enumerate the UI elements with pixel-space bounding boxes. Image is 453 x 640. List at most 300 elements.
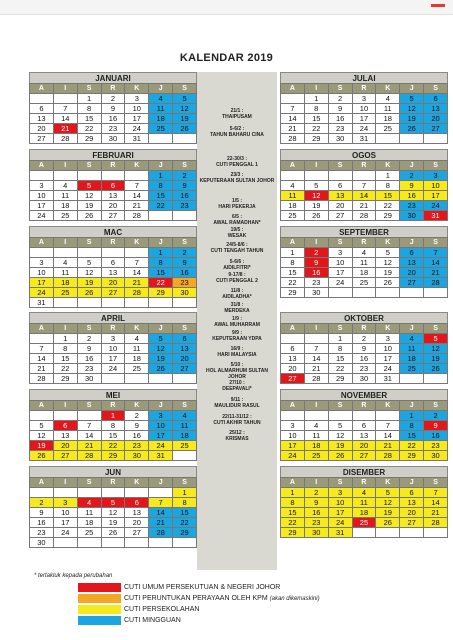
day-cell: 6	[53, 421, 77, 431]
day-cell: 24	[30, 288, 54, 298]
day-cell	[101, 171, 125, 181]
weekday-header: S	[328, 401, 352, 411]
day-cell: 15	[376, 191, 400, 201]
day-cell: 8	[328, 344, 352, 354]
day-cell: 12	[400, 104, 424, 114]
day-cell: 1	[281, 248, 305, 258]
day-cell: 30	[328, 134, 352, 144]
day-cell: 18	[281, 201, 305, 211]
month-mac	[29, 226, 197, 308]
day-cell: 30	[424, 451, 448, 461]
day-cell: 22	[173, 518, 197, 528]
day-cell: 7	[125, 258, 149, 268]
holiday-date: 9/9 :	[231, 330, 242, 336]
day-cell: 1	[77, 94, 101, 104]
day-cell	[149, 211, 173, 221]
day-cell: 7	[125, 181, 149, 191]
day-cell	[101, 374, 125, 384]
day-cell: 20	[400, 268, 424, 278]
day-cell: 18	[53, 201, 77, 211]
day-cell: 4	[149, 94, 173, 104]
legend-label: CUTI PERUNTUKAN PERAYAAN OLEH KPM (akan dikemaskini)	[124, 595, 320, 602]
day-cell: 25	[376, 124, 400, 134]
day-cell: 20	[173, 354, 197, 364]
day-cell: 9	[173, 258, 197, 268]
holiday-name: AWAL RAMADHAN*	[213, 220, 261, 226]
day-cell: 21	[424, 508, 448, 518]
legend-swatch	[78, 594, 121, 603]
day-cell	[77, 538, 101, 548]
day-cell: 25	[53, 211, 77, 221]
day-cell: 6	[328, 181, 352, 191]
weekday-header: I	[304, 161, 328, 171]
month-julai	[280, 72, 448, 144]
holiday-entry	[197, 397, 277, 409]
day-cell	[173, 211, 197, 221]
weekday-header: K	[125, 238, 149, 248]
day-cell: 4	[376, 94, 400, 104]
day-cell: 19	[376, 268, 400, 278]
holiday-date: 31/8 :	[230, 302, 244, 308]
weekday-header: A	[281, 238, 305, 248]
day-cell: 8	[376, 181, 400, 191]
weekday-header: I	[53, 161, 77, 171]
weekday-header: I	[304, 324, 328, 334]
day-cell: 9	[30, 508, 54, 518]
holiday-date: 1/9 :	[231, 316, 242, 322]
day-cell: 4	[53, 258, 77, 268]
day-cell: 21	[352, 201, 376, 211]
day-cell: 22	[149, 201, 173, 211]
day-cell: 17	[30, 201, 54, 211]
day-cell: 31	[376, 374, 400, 384]
day-cell: 25	[281, 211, 305, 221]
page-title: KALENDAR 2019	[179, 52, 274, 64]
weekday-header: S	[173, 238, 197, 248]
day-cell: 2	[328, 94, 352, 104]
day-cell: 26	[77, 211, 101, 221]
month-name: NOVEMBER	[280, 389, 448, 400]
day-cell: 27	[30, 134, 54, 144]
day-cell	[173, 298, 197, 308]
day-cell: 1	[173, 488, 197, 498]
day-cell: 4	[53, 181, 77, 191]
day-cell: 18	[53, 278, 77, 288]
holiday-list	[197, 72, 277, 570]
day-cell: 3	[328, 488, 352, 498]
day-cell: 15	[173, 508, 197, 518]
holiday-date: 24/5-8/6 :	[226, 242, 248, 248]
day-cell: 2	[101, 94, 125, 104]
day-cell: 31	[352, 134, 376, 144]
day-cell: 4	[352, 248, 376, 258]
weekday-header: A	[30, 324, 54, 334]
month-table	[280, 477, 448, 538]
weekday-header: S	[77, 84, 101, 94]
day-cell: 8	[101, 421, 125, 431]
month-table	[29, 323, 197, 384]
day-cell: 18	[352, 268, 376, 278]
weekday-header: S	[424, 84, 448, 94]
day-cell: 16	[77, 354, 101, 364]
day-cell	[400, 528, 424, 538]
weekday-header: I	[304, 401, 328, 411]
day-cell: 11	[53, 191, 77, 201]
day-cell: 28	[30, 374, 54, 384]
holiday-entry	[197, 330, 277, 342]
weekday-header: I	[53, 401, 77, 411]
day-cell: 13	[125, 508, 149, 518]
weekday-header: S	[77, 478, 101, 488]
month-name: MEI	[29, 389, 197, 400]
day-cell: 8	[281, 258, 305, 268]
day-cell	[53, 171, 77, 181]
day-cell	[30, 248, 54, 258]
weekday-header: S	[328, 324, 352, 334]
month-name: OKTOBER	[280, 312, 448, 323]
day-cell: 30	[304, 288, 328, 298]
day-cell: 16	[101, 114, 125, 124]
holiday-name: DEEPAVALI*	[222, 386, 252, 392]
day-cell: 28	[352, 211, 376, 221]
day-cell: 13	[281, 354, 305, 364]
weekday-header: A	[30, 478, 54, 488]
holiday-date: 22/11-31/12 :	[222, 414, 252, 420]
day-cell: 26	[376, 278, 400, 288]
day-cell: 11	[53, 268, 77, 278]
day-cell: 12	[376, 498, 400, 508]
day-cell: 26	[304, 211, 328, 221]
day-cell: 20	[101, 278, 125, 288]
day-cell: 23	[352, 364, 376, 374]
day-cell: 27	[400, 278, 424, 288]
day-cell: 22	[376, 201, 400, 211]
day-cell: 23	[125, 441, 149, 451]
day-cell: 7	[424, 488, 448, 498]
day-cell: 24	[352, 124, 376, 134]
day-cell: 8	[53, 344, 77, 354]
weekday-header: K	[125, 478, 149, 488]
day-cell: 16	[304, 508, 328, 518]
day-cell: 8	[400, 421, 424, 431]
holiday-entry	[197, 414, 277, 426]
day-cell: 19	[30, 441, 54, 451]
day-cell: 30	[173, 288, 197, 298]
weekday-header: R	[352, 238, 376, 248]
holiday-entry	[197, 430, 277, 442]
day-cell: 13	[101, 191, 125, 201]
day-cell: 12	[101, 508, 125, 518]
day-cell	[376, 288, 400, 298]
weekday-header: R	[101, 478, 125, 488]
top-bar	[0, 0, 453, 15]
month-table	[280, 323, 448, 384]
day-cell	[53, 298, 77, 308]
day-cell: 14	[352, 191, 376, 201]
holiday-name: CUTI PENGGAL 2	[216, 278, 258, 284]
weekday-header: K	[376, 84, 400, 94]
day-cell	[149, 134, 173, 144]
day-cell: 22	[101, 441, 125, 451]
day-cell: 8	[304, 104, 328, 114]
day-cell: 18	[149, 114, 173, 124]
day-cell: 9	[173, 181, 197, 191]
day-cell: 27	[352, 451, 376, 461]
day-cell: 10	[53, 508, 77, 518]
day-cell: 29	[328, 374, 352, 384]
weekday-header: A	[281, 324, 305, 334]
day-cell: 10	[424, 181, 448, 191]
day-cell: 22	[281, 518, 305, 528]
month-name: FEBRUARI	[29, 149, 197, 160]
month-disember	[280, 466, 448, 538]
holiday-date: 27/10 :	[229, 380, 245, 386]
menu-dash-icon[interactable]	[431, 4, 445, 7]
day-cell: 10	[328, 498, 352, 508]
day-cell: 26	[149, 364, 173, 374]
day-cell	[77, 411, 101, 421]
day-cell: 23	[328, 124, 352, 134]
day-cell: 28	[125, 288, 149, 298]
weekday-header: J	[149, 238, 173, 248]
holiday-entry	[197, 156, 277, 168]
day-cell: 25	[352, 278, 376, 288]
day-cell: 16	[424, 431, 448, 441]
day-cell: 23	[304, 518, 328, 528]
day-cell: 14	[424, 258, 448, 268]
day-cell: 20	[125, 518, 149, 528]
weekday-header: A	[30, 161, 54, 171]
day-cell: 11	[77, 508, 101, 518]
day-cell: 14	[125, 268, 149, 278]
day-cell: 17	[53, 518, 77, 528]
holiday-name: KEPUTERAAN SULTAN JOHOR	[199, 178, 275, 184]
day-cell: 12	[173, 104, 197, 114]
day-cell: 2	[304, 248, 328, 258]
day-cell: 24	[149, 441, 173, 451]
holiday-entry	[197, 362, 277, 380]
day-cell: 4	[173, 411, 197, 421]
day-cell: 13	[328, 191, 352, 201]
weekday-header: K	[125, 84, 149, 94]
day-cell: 25	[400, 364, 424, 374]
day-cell	[77, 488, 101, 498]
day-cell: 1	[400, 411, 424, 421]
day-cell: 3	[149, 411, 173, 421]
day-cell: 24	[30, 211, 54, 221]
weekday-header: S	[328, 84, 352, 94]
day-cell: 7	[30, 344, 54, 354]
day-cell: 30	[304, 528, 328, 538]
legend-item	[78, 605, 408, 614]
day-cell: 2	[173, 171, 197, 181]
day-cell: 20	[352, 441, 376, 451]
day-cell: 16	[400, 191, 424, 201]
day-cell: 18	[376, 114, 400, 124]
day-cell: 1	[281, 488, 305, 498]
day-cell: 13	[30, 114, 54, 124]
day-cell: 17	[101, 354, 125, 364]
day-cell: 4	[352, 488, 376, 498]
day-cell: 17	[149, 431, 173, 441]
month-table	[280, 400, 448, 461]
day-cell: 22	[53, 364, 77, 374]
day-cell: 17	[376, 354, 400, 364]
day-cell: 15	[400, 431, 424, 441]
weekday-header: J	[400, 161, 424, 171]
holiday-entry	[197, 259, 277, 271]
day-cell: 15	[53, 354, 77, 364]
day-cell: 10	[352, 104, 376, 114]
day-cell: 6	[101, 258, 125, 268]
day-cell: 11	[281, 191, 305, 201]
day-cell: 29	[304, 134, 328, 144]
day-cell	[149, 298, 173, 308]
day-cell: 12	[77, 191, 101, 201]
day-cell: 4	[281, 181, 305, 191]
day-cell	[376, 411, 400, 421]
day-cell: 10	[149, 421, 173, 431]
day-cell: 19	[328, 441, 352, 451]
day-cell: 19	[304, 201, 328, 211]
day-cell: 29	[53, 374, 77, 384]
day-cell	[101, 298, 125, 308]
day-cell: 13	[173, 344, 197, 354]
day-cell	[125, 374, 149, 384]
day-cell: 18	[173, 431, 197, 441]
day-cell	[281, 171, 305, 181]
day-cell	[149, 488, 173, 498]
day-cell: 29	[173, 528, 197, 538]
day-cell: 4	[77, 498, 101, 508]
holiday-name: MERDEKA	[224, 308, 250, 314]
day-cell: 5	[173, 94, 197, 104]
holiday-entry	[197, 172, 277, 184]
holiday-entry	[197, 272, 277, 284]
day-cell: 26	[30, 451, 54, 461]
day-cell	[328, 171, 352, 181]
day-cell: 13	[424, 104, 448, 114]
day-cell: 9	[352, 344, 376, 354]
day-cell	[53, 94, 77, 104]
day-cell: 12	[77, 268, 101, 278]
day-cell	[328, 411, 352, 421]
holiday-date: 9-17/8 :	[228, 272, 246, 278]
day-cell: 9	[125, 421, 149, 431]
day-cell	[173, 374, 197, 384]
day-cell: 21	[53, 124, 77, 134]
day-cell: 19	[376, 508, 400, 518]
holiday-entry	[197, 288, 277, 300]
day-cell: 8	[173, 498, 197, 508]
day-cell: 5	[328, 421, 352, 431]
weekday-header: S	[77, 161, 101, 171]
day-cell: 10	[376, 344, 400, 354]
day-cell: 26	[77, 288, 101, 298]
day-cell: 7	[149, 498, 173, 508]
weekday-header: K	[376, 401, 400, 411]
month-mei	[29, 389, 197, 461]
legend-swatch	[78, 616, 121, 625]
weekday-header: J	[149, 478, 173, 488]
day-cell: 28	[304, 374, 328, 384]
day-cell: 25	[77, 528, 101, 538]
weekday-header: S	[173, 478, 197, 488]
day-cell: 18	[125, 354, 149, 364]
day-cell: 14	[424, 498, 448, 508]
month-september	[280, 226, 448, 298]
day-cell: 23	[304, 278, 328, 288]
day-cell: 18	[77, 518, 101, 528]
day-cell	[173, 451, 197, 461]
holiday-name: HARI MALAYSIA	[217, 352, 257, 358]
day-cell: 10	[281, 431, 305, 441]
day-cell: 28	[424, 278, 448, 288]
day-cell: 19	[101, 518, 125, 528]
day-cell: 30	[101, 134, 125, 144]
day-cell: 24	[328, 518, 352, 528]
holiday-entry	[197, 346, 277, 358]
holiday-entry	[197, 108, 277, 120]
day-cell: 16	[173, 191, 197, 201]
day-cell: 29	[281, 528, 305, 538]
day-cell	[304, 411, 328, 421]
holiday-date: 16/9 :	[230, 346, 244, 352]
day-cell: 21	[424, 268, 448, 278]
day-cell: 27	[400, 518, 424, 528]
weekday-header: I	[53, 324, 77, 334]
day-cell: 26	[400, 124, 424, 134]
day-cell	[400, 134, 424, 144]
weekday-header: K	[125, 161, 149, 171]
day-cell: 13	[400, 258, 424, 268]
day-cell: 1	[53, 334, 77, 344]
day-cell: 2	[77, 334, 101, 344]
weekday-header: J	[400, 238, 424, 248]
day-cell: 8	[149, 181, 173, 191]
weekday-header: R	[101, 324, 125, 334]
day-cell: 29	[77, 134, 101, 144]
day-cell: 3	[281, 421, 305, 431]
day-cell: 11	[400, 344, 424, 354]
day-cell: 29	[101, 451, 125, 461]
day-cell: 26	[173, 124, 197, 134]
day-cell: 1	[304, 94, 328, 104]
day-cell: 21	[149, 518, 173, 528]
day-cell: 19	[173, 114, 197, 124]
day-cell	[352, 288, 376, 298]
day-cell: 24	[101, 364, 125, 374]
day-cell: 27	[173, 364, 197, 374]
day-cell	[101, 248, 125, 258]
month-jun	[29, 466, 197, 548]
month-name: DISEMBER	[280, 466, 448, 477]
month-januari	[29, 72, 197, 144]
day-cell	[30, 334, 54, 344]
day-cell: 16	[173, 268, 197, 278]
weekday-header: S	[77, 324, 101, 334]
day-cell: 21	[125, 278, 149, 288]
day-cell: 1	[149, 171, 173, 181]
weekday-header: J	[400, 401, 424, 411]
day-cell: 10	[30, 191, 54, 201]
day-cell: 21	[125, 201, 149, 211]
day-cell: 2	[424, 411, 448, 421]
weekday-header: J	[400, 478, 424, 488]
day-cell: 12	[424, 344, 448, 354]
day-cell: 6	[30, 104, 54, 114]
holiday-name: AIDILADHA*	[222, 294, 252, 300]
